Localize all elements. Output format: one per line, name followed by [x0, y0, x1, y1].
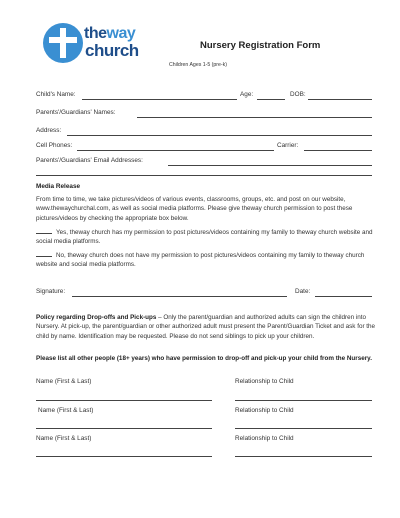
address-field[interactable] [67, 135, 372, 136]
media-release-heading: Media Release [36, 183, 81, 190]
authorized-name-field[interactable] [36, 428, 212, 429]
cell-phones-field[interactable] [77, 150, 274, 151]
emails-field-line-2[interactable] [36, 175, 372, 176]
authorized-relationship-field[interactable] [235, 456, 372, 457]
logo-text-theway: theway [84, 25, 136, 42]
media-no-checkbox[interactable] [36, 250, 52, 257]
age-field[interactable] [257, 99, 285, 100]
authorized-relationship-field[interactable] [235, 428, 372, 429]
child-name-label: Child's Name: [36, 91, 76, 98]
child-name-field[interactable] [82, 99, 237, 100]
authorized-heading: Please list all other people (18+ years) who have permission to drop-off and pick-up your child from the Nursery. [36, 355, 372, 362]
cross-icon [60, 28, 66, 58]
authorized-name-field[interactable] [36, 400, 212, 401]
authorized-relationship-label: Relationship to Child [235, 378, 294, 385]
date-label: Date: [295, 288, 311, 295]
authorized-relationship-label: Relationship to Child [235, 435, 294, 442]
parents-names-field[interactable] [137, 117, 372, 118]
cell-phones-label: Cell Phones: [36, 142, 73, 149]
authorized-name-field[interactable] [36, 456, 212, 457]
authorized-relationship-label: Relationship to Child [235, 407, 294, 414]
emails-field[interactable] [168, 165, 372, 166]
media-yes-option: Yes, theway church has my permission to post pictures/videos containing my family to theway church website and social media platforms. [36, 229, 373, 246]
form-title: Nursery Registration Form [200, 40, 321, 51]
policy-heading: Policy regarding Drop-offs and Pick-ups [36, 314, 157, 321]
dob-label: DOB: [290, 91, 306, 98]
authorized-name-label: Name (First & Last) [38, 407, 94, 414]
signature-field[interactable] [72, 296, 287, 297]
authorized-name-label: Name (First & Last) [36, 435, 92, 442]
age-label: Age: [240, 91, 254, 98]
carrier-field[interactable] [304, 150, 372, 151]
address-label: Address: [36, 127, 62, 134]
emails-label: Parents'/Guardians' Email Addresses: [36, 157, 143, 164]
carrier-label: Carrier: [277, 142, 299, 149]
form-subtitle: Children Ages 1-5 (pre-k) [169, 62, 227, 68]
logo-text-church: church [85, 41, 139, 60]
authorized-relationship-field[interactable] [235, 400, 372, 401]
media-release-intro: From time to time, we take pictures/videos of various events, classrooms, groups, etc. and post on our website, www.thewaychurchal.com, as well as social media platforms. Please give theway church permission to post these pictures/videos by checking the appropriate box below. [36, 196, 353, 222]
media-yes-checkbox[interactable] [36, 227, 52, 234]
signature-label: Signature: [36, 288, 66, 295]
authorized-name-label: Name (First & Last) [36, 378, 92, 385]
policy-paragraph [36, 313, 376, 341]
policy-text: – Only the parent/guardian and authorized adults can sign the children into Nursery. At pick-up, the parent/guardian or other authorized adult must present the Parent/Guardian Ticket and ask for the child by name. Identification may be requested. Please do not send siblings to pick up your children. [36, 314, 376, 340]
media-no-option: No, theway church does not have my permission to post pictures/videos containing my family to theway church website and social media platforms. [36, 252, 365, 269]
parents-names-label: Parents'/Guardians' Names: [36, 109, 116, 116]
date-field[interactable] [315, 296, 372, 297]
dob-field[interactable] [308, 99, 372, 100]
